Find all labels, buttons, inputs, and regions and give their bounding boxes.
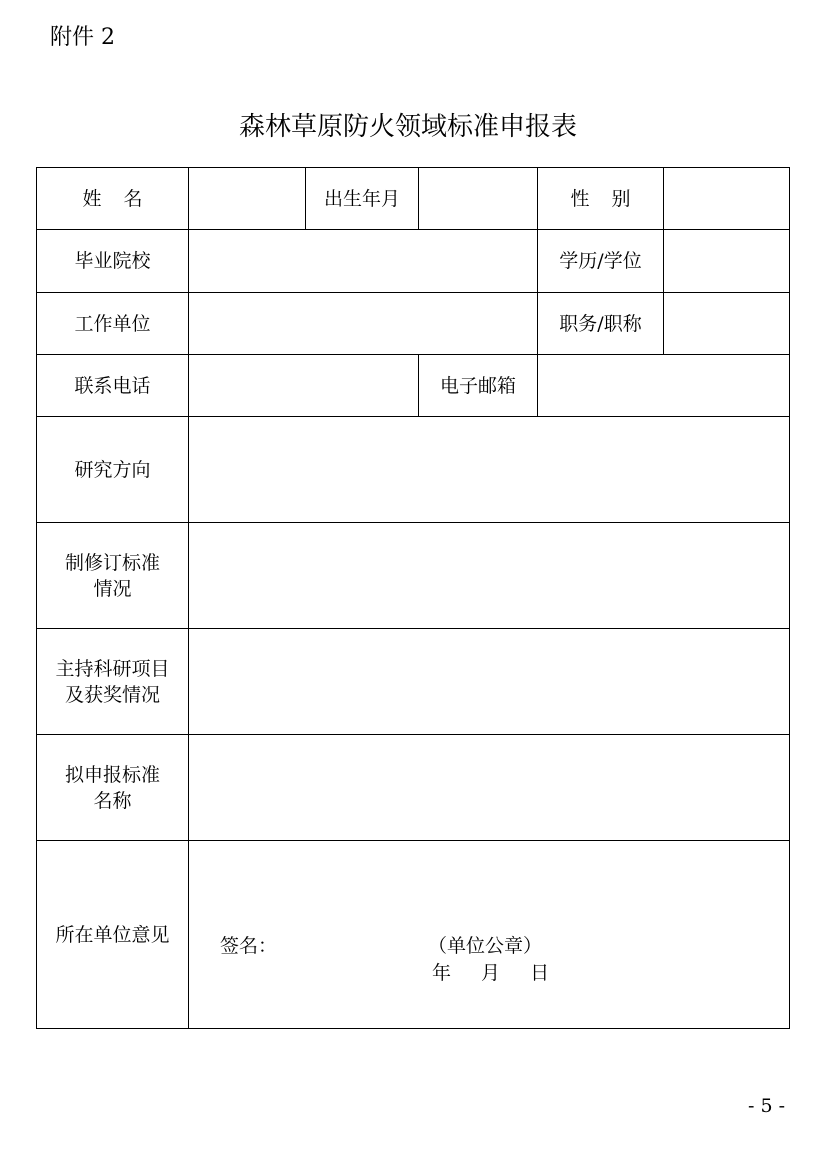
standards-work-value-cell bbox=[188, 522, 790, 629]
proposed-standard-label-line1: 拟申报标准 bbox=[64, 763, 160, 786]
name-label-cell bbox=[36, 167, 189, 230]
employer-label: 工作单位 bbox=[74, 312, 151, 335]
employer-value-cell bbox=[188, 292, 538, 355]
phone-label-cell bbox=[36, 354, 189, 417]
birth-date-label-cell bbox=[305, 167, 419, 230]
research-direction-label: 研究方向 bbox=[74, 458, 151, 481]
position-label-cell bbox=[537, 292, 664, 355]
date-label: 年 月 日 bbox=[432, 962, 550, 984]
unit-opinion-label-cell bbox=[36, 840, 189, 1029]
name-value-cell bbox=[188, 167, 306, 230]
birth-date-value-cell bbox=[418, 167, 538, 230]
gender-value-cell bbox=[663, 167, 790, 230]
form-title: 森林草原防火领域标准申报表 bbox=[238, 112, 577, 142]
research-projects-label-line2: 及获奖情况 bbox=[64, 683, 160, 706]
email-label: 电子邮箱 bbox=[439, 374, 516, 397]
position-label: 职务/职称 bbox=[559, 312, 642, 335]
signature-label: 签名： bbox=[220, 935, 278, 957]
proposed-standard-label-line2: 名称 bbox=[93, 789, 132, 812]
birth-date-label: 出生年月 bbox=[323, 187, 400, 210]
employer-label-cell bbox=[36, 292, 189, 355]
proposed-standard-value-cell bbox=[188, 734, 790, 841]
position-value-cell bbox=[663, 292, 790, 355]
unit-opinion-value-cell bbox=[188, 840, 790, 1029]
standards-work-label-line1: 制修订标准 bbox=[64, 551, 160, 574]
research-projects-label-line1: 主持科研项目 bbox=[55, 657, 170, 680]
phone-value-cell bbox=[188, 354, 419, 417]
research-projects-value-cell bbox=[188, 628, 790, 735]
phone-label: 联系电话 bbox=[74, 374, 151, 397]
gender-label-cell bbox=[537, 167, 664, 230]
school-label-cell bbox=[36, 229, 189, 293]
degree-value-cell bbox=[663, 229, 790, 293]
email-value-cell bbox=[537, 354, 790, 417]
unit-opinion-label: 所在单位意见 bbox=[55, 923, 170, 946]
gender-label: 性 别 bbox=[570, 187, 631, 210]
page-number: - 5 - bbox=[747, 1095, 785, 1117]
name-label: 姓 名 bbox=[82, 187, 143, 210]
school-value-cell bbox=[188, 229, 538, 293]
degree-label-cell bbox=[537, 229, 664, 293]
unit-seal-label: （单位公章） bbox=[428, 935, 543, 957]
school-label: 毕业院校 bbox=[74, 250, 151, 272]
standards-work-label-cell bbox=[36, 522, 189, 629]
degree-label: 学历/学位 bbox=[559, 250, 642, 272]
email-label-cell bbox=[418, 354, 538, 417]
proposed-standard-label-cell bbox=[36, 734, 189, 841]
research-direction-label-cell bbox=[36, 416, 189, 523]
attachment-number: 附件 2 bbox=[50, 25, 115, 50]
standards-work-label-line2: 情况 bbox=[93, 577, 132, 600]
research-direction-value-cell bbox=[188, 416, 790, 523]
research-projects-label-cell bbox=[36, 628, 189, 735]
